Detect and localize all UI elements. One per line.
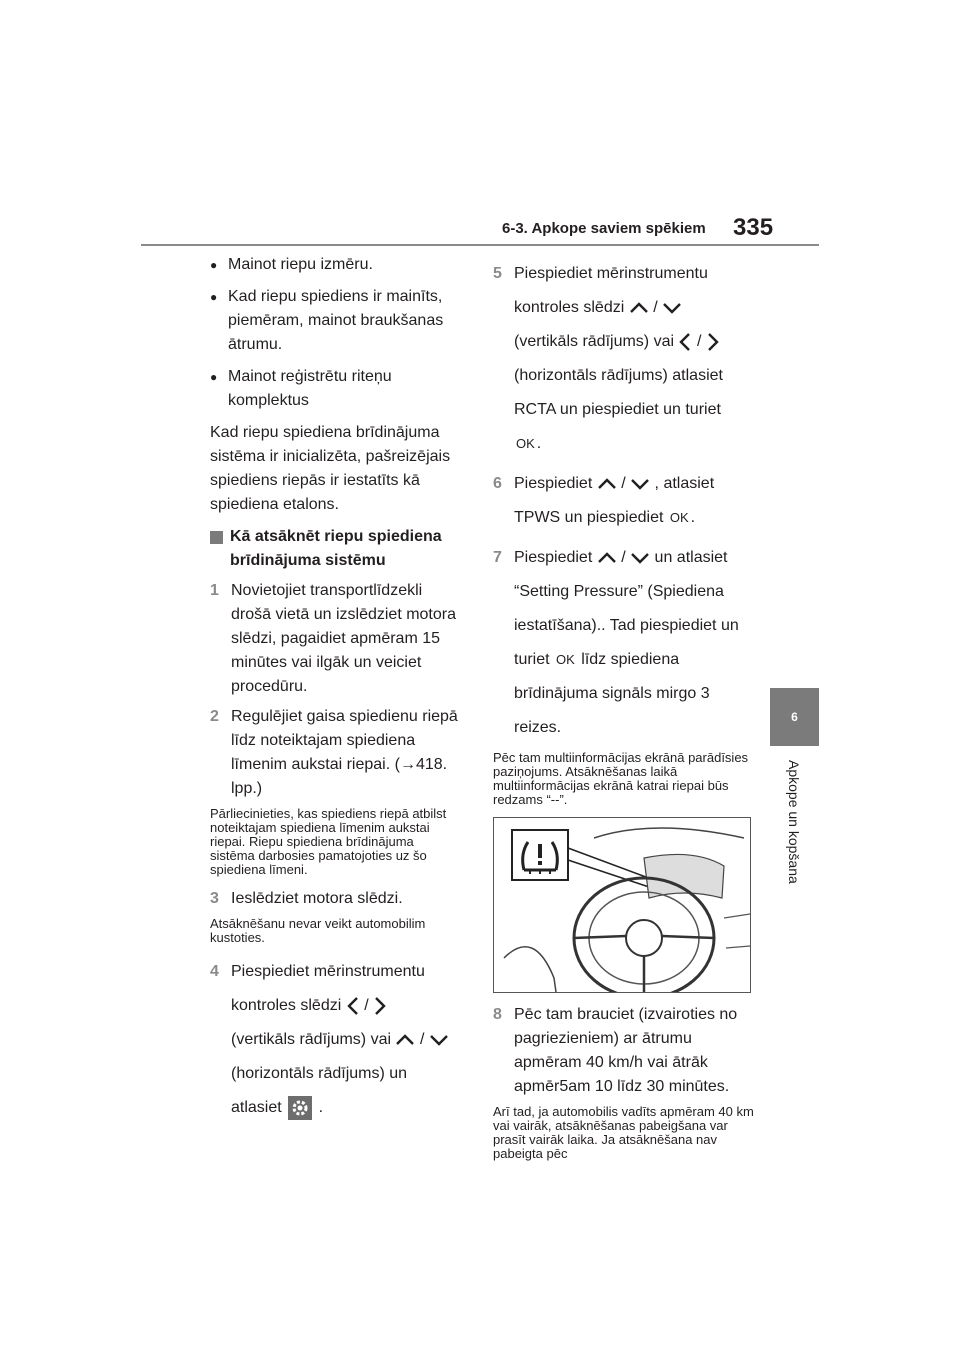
step-number: 3	[210, 890, 219, 907]
step-text: Piespiediet	[514, 475, 593, 492]
step-number: 6	[493, 475, 502, 492]
step-text: Piespiediet mērinstrumentu	[514, 265, 708, 282]
step-text: “Setting Pressure” (Spiediena	[514, 583, 724, 600]
slash-text: /	[621, 475, 626, 492]
dashboard-illustration	[493, 817, 751, 993]
step-1	[210, 579, 462, 699]
slash-text: /	[696, 333, 702, 350]
chevron-up-icon	[395, 1033, 415, 1047]
step-text: kontroles slēdzi	[231, 997, 342, 1014]
period-text: .	[318, 1099, 324, 1116]
bullet-item: ● Kad riepu spiediens ir mainīts, piemēram, mainot braukšanas ātrumu.	[210, 285, 462, 357]
step-8	[493, 1003, 755, 1099]
heading-text: Kā atsāknēt riepu spiediena brīdinājuma sistēmu	[230, 528, 442, 569]
tire-pressure-warning-icon	[512, 830, 568, 880]
step-text: iestatīšana).. Tad piespiediet un	[514, 617, 739, 634]
note: Arī tad, ja automobilis vadīts apmēram 40 km vai vairāk, atsāknēšanas pabeigšana var prasīt vairāk laika. Ja atsāknēšana nav pabeigta pēc	[493, 1104, 754, 1161]
paragraph: Kad riepu spiediena brīdinājuma sistēma ir inicializēta, pašreizējais spiediens riepās ir iestatīts kā spiediena etalons.	[210, 424, 451, 513]
period-text: .	[690, 509, 696, 526]
step-line	[514, 291, 755, 325]
step-number: 8	[493, 1006, 502, 1023]
step-text: (horizontāls rādījums) atlasiet	[514, 367, 723, 384]
step-text: , atlasiet	[654, 475, 715, 492]
step-6	[493, 467, 755, 535]
step-text: (vertikāls rādījums) vai	[231, 1031, 392, 1048]
step-number: 7	[493, 549, 502, 566]
step-text: Regulējiet gaisa spiedienu riepā līdz noteiktajam spiediena līmenim aukstai riepai. (→418. lpp.)	[231, 708, 458, 797]
step-number: 5	[493, 265, 502, 282]
step-line	[514, 643, 755, 677]
bullet-item: ● Mainot reģistrētu riteņu komplektus	[210, 365, 462, 413]
period-text: .	[536, 435, 542, 452]
square-bullet-icon	[210, 531, 223, 544]
step-number: 1	[210, 582, 219, 599]
chevron-down-icon	[662, 301, 682, 315]
note: Pārliecinieties, kas spiediens riepā atbilst noteiktajam spiediena līmenim aukstai riepai. Riepu spiediena brīdinājuma sistēma darbosies pamatojoties uz šo spiediena līmeni.	[210, 806, 447, 877]
step-3	[210, 887, 462, 911]
header-divider	[141, 244, 819, 246]
chapter-tab: 6	[770, 688, 819, 746]
note: Atsāknēšanu nevar veikt automobilim kustoties.	[210, 916, 426, 945]
step-4	[210, 955, 462, 1125]
left-column	[210, 253, 462, 1131]
slash-text: /	[653, 299, 658, 316]
step-number: 4	[210, 963, 219, 980]
chevron-right-icon	[373, 996, 387, 1016]
note: Pēc tam multiinformācijas ekrānā parādīsies paziņojums. Atsāknēšanas laikā multiinformācijas ekrānā katrai riepai būs redzams “--”.	[493, 750, 749, 807]
step-text: līdz spiediena	[581, 651, 680, 668]
ok-button-icon: OK	[669, 510, 689, 525]
chapter-label: Apkope un kopšana	[786, 760, 802, 884]
step-text: Piespiediet	[514, 549, 593, 566]
slash-text: /	[364, 997, 369, 1014]
step-2	[210, 705, 462, 801]
step-text: (horizontāls rādījums) un	[231, 1065, 408, 1082]
step-7	[493, 541, 755, 745]
step-text: atlasiet	[231, 1099, 282, 1116]
chevron-up-icon	[597, 477, 617, 491]
step-text: un atlasiet	[654, 549, 728, 566]
step-line	[514, 325, 755, 359]
section-heading	[210, 525, 462, 573]
chevron-left-icon	[678, 332, 692, 352]
step-text: kontroles slēdzi	[514, 299, 625, 316]
ok-button-icon: OK	[516, 436, 535, 451]
step-line	[231, 1023, 462, 1057]
step-text: Pēc tam brauciet (izvairoties no pagriezieniem) ar ātrumu apmēram 40 km/h vai ātrāk apmēr5am 10 līdz 30 minūtes.	[514, 1006, 738, 1095]
step-text: brīdinājuma signāls mirgo 3	[514, 685, 710, 702]
ok-button-icon: OK	[556, 652, 575, 667]
chevron-up-icon	[629, 301, 649, 315]
right-column	[493, 257, 755, 1171]
step-text: Piespiediet mērinstrumentu	[231, 963, 425, 980]
step-text: (vertikāls rādījums) vai	[514, 333, 675, 350]
section-title: 6-3. Apkope saviem spēkiem	[502, 220, 706, 237]
step-text: reizes.	[514, 719, 562, 736]
step-5	[493, 257, 755, 461]
step-text: Ieslēdziet motora slēdzi.	[231, 890, 403, 907]
slash-text: /	[621, 549, 626, 566]
chevron-up-icon	[597, 551, 617, 565]
step-text: turiet	[514, 651, 550, 668]
slash-text: /	[419, 1031, 425, 1048]
page-number: 335	[733, 214, 774, 241]
step-text: TPWS un piespiediet	[514, 509, 664, 526]
step-line	[514, 541, 755, 575]
step-line	[514, 427, 755, 461]
chevron-down-icon	[429, 1033, 449, 1047]
step-number: 2	[210, 708, 219, 725]
step-text: RCTA un piespiediet un turiet	[514, 401, 721, 418]
settings-gear-icon	[288, 1096, 312, 1120]
step-text: Novietojiet transportlīdzekli drošā vietā un izslēdziet motora slēdzi, pagaidiet apmēram 15 minūtes vai ilgāk un veiciet procedūru.	[231, 582, 456, 695]
step-line	[514, 501, 755, 535]
chevron-right-icon	[706, 332, 720, 352]
chevron-left-icon	[346, 996, 360, 1016]
step-line	[514, 467, 755, 501]
chevron-down-icon	[630, 551, 650, 565]
step-line	[231, 989, 462, 1023]
step-line	[231, 1091, 462, 1125]
chevron-down-icon	[630, 477, 650, 491]
bullet-item: ● Mainot riepu izmēru.	[210, 253, 462, 277]
